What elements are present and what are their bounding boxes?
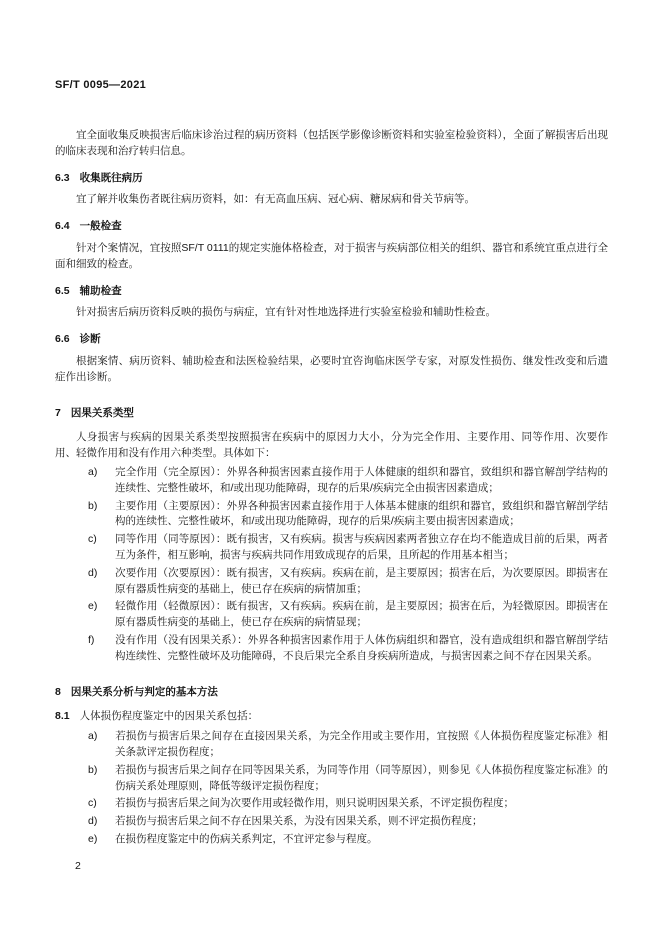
list-item [88, 729, 608, 761]
clause-8-1 [55, 709, 608, 725]
list-item-text: 轻微作用（轻微原因）：既有损害，又有疾病。疾病在前，是主要原因；损害在后，为轻微原因。即损害在原有器质性病变的基础上，使已存在疾病的病情显现； [115, 600, 608, 629]
list-item-label: d) [88, 815, 98, 828]
clause-title: 一般检查 [79, 220, 122, 233]
list-item-text: 次要作用（次要原因）：既有损害，又有疾病。疾病在前，是主要原因；损害在后，为次要原因。即损害在原有器质性病变的基础上，使已存在疾病的病情加重； [115, 566, 608, 595]
list-item [88, 763, 608, 795]
list-item-text: 完全作用（完全原因）：外界各种损害因素直接作用于人体健康的组织和器官，致组织和器官解剖学结构的连续性、完整性破坏，和/或出现功能障碍，现存的后果/疾病完全由损害因素造成； [115, 465, 608, 494]
section-heading-7 [55, 406, 608, 422]
list-item-label: f) [88, 633, 95, 646]
list-item-text: 同等作用（同等原因）：既有损害，又有疾病。损害与疾病因素两者独立存在均不能造成目前的后果，两者互为条件，相互影响，损害与疾病共同作用致成现存的后果，且所起的作用基本相当； [115, 533, 608, 561]
list-item-text: 没有作用（没有因果关系）：外界各种损害因素作用于人体伤病组织和器官，没有造成组织和器官解剖学结构连续性、完整性破坏及功能障碍，不良后果完全系自身疾病所造成，与损害因素之间不存在因果关系。 [115, 633, 608, 662]
list-section-7 [55, 465, 608, 665]
list-item-text: 主要作用（主要原因）：外界各种损害因素直接作用于人体基本健康的组织和器官，致组织和器官解剖学结构的连续性、完整性破坏，和/或出现功能障碍，现存的后果/疾病主要由损害因素造成； [115, 499, 608, 528]
list-item [88, 599, 608, 631]
list-item [88, 465, 608, 497]
list-item-label: e) [88, 600, 98, 613]
list-item-text: 若损伤与损害后果之间不存在因果关系，为没有因果关系，则不评定损伤程度； [115, 815, 483, 828]
paragraph-6-3: 宜了解并收集伤者既往病历资料，如：有无高血压病、冠心病、糖尿病和骨关节病等。 [76, 193, 475, 206]
list-item-text: 若损伤与损害后果之间存在直接因果关系，为完全作用或主要作用，宜按照《人体损伤程度鉴定标准》相关条款评定损伤程度； [115, 730, 608, 758]
clause-heading-6-6 [55, 332, 608, 348]
list-item-text: 若损伤与损害后果之间为次要作用或轻微作用，则只说明因果关系，不评定损伤程度； [115, 797, 514, 810]
document-code: SF/T 0095—2021 [55, 79, 147, 91]
list-item [88, 814, 608, 830]
list-item-label: a) [88, 730, 98, 743]
list-item-label: c) [88, 797, 97, 810]
list-clause-8-1 [55, 729, 608, 848]
list-item [88, 566, 608, 598]
clause-title: 诊断 [79, 333, 101, 346]
list-item-label: c) [88, 533, 97, 546]
list-item-text: 若损伤与损害后果之间存在同等因果关系，为同等作用（同等原因），则参见《人体损伤程度鉴定标准》的伤病关系处理原则，降低等级评定损伤程度； [115, 763, 608, 792]
list-item [88, 499, 608, 531]
section-title: 因果关系分析与判定的基本方法 [70, 685, 218, 698]
paragraph-6-5: 针对损害后病历资料反映的损伤与病症，宜有针对性地选择进行实验室检验和辅助性检查。 [76, 306, 496, 319]
clause-number: 6.3 [55, 171, 70, 184]
list-item-text: 在损伤程度鉴定中的伤病关系判定，不宜评定参与程度。 [115, 832, 378, 845]
list-item [88, 633, 608, 665]
section-number: 8 [55, 685, 61, 698]
list-item-label: a) [88, 465, 98, 478]
clause-heading-6-3 [55, 171, 608, 187]
list-item [88, 532, 608, 564]
list-item-label: b) [88, 763, 98, 776]
list-item-label: e) [88, 832, 98, 845]
document-body [55, 128, 608, 850]
clause-number: 6.5 [55, 284, 70, 297]
list-item [88, 796, 608, 812]
section-number: 7 [55, 406, 61, 419]
clause-title: 收集既往病历 [79, 171, 143, 184]
clause-number: 6.6 [55, 333, 70, 346]
list-item-label: d) [88, 566, 98, 579]
clause-text: 人体损伤程度鉴定中的因果关系包括： [79, 710, 259, 723]
paragraph-7-intro: 人身损害与疾病的因果关系类型按照损害在疾病中的原因力大小，分为完全作用、主要作用、同等作用、次要作用、轻微作用和没有作用六种类型。具体如下： [55, 431, 608, 460]
paragraph-intro: 宜全面收集反映损害后临床诊治过程的病历资料（包括医学影像诊断资料和实验室检验资料），全面了解损害后出现的临床表现和治疗转归信息。 [55, 129, 608, 157]
clause-number: 6.4 [55, 220, 70, 233]
clause-heading-6-5 [55, 284, 608, 300]
list-item-label: b) [88, 499, 98, 512]
section-title: 因果关系类型 [70, 406, 134, 419]
paragraph-6-6: 根据案情、病历资料、辅助检查和法医检验结果，必要时宜咨询临床医学专家，对原发性损伤、继发性改变和后遗症作出诊断。 [55, 354, 608, 383]
section-heading-8 [55, 685, 608, 701]
clause-number: 8.1 [55, 710, 70, 723]
clause-heading-6-4 [55, 219, 608, 235]
list-item [88, 832, 608, 848]
clause-title: 辅助检查 [79, 284, 122, 297]
page-number: 2 [75, 860, 81, 872]
paragraph-6-4: 针对个案情况，宜按照SF/T 0111的规定实施体格检查，对于损害与疾病部位相关的组织、器官和系统宜重点进行全面和细致的检查。 [55, 241, 608, 270]
